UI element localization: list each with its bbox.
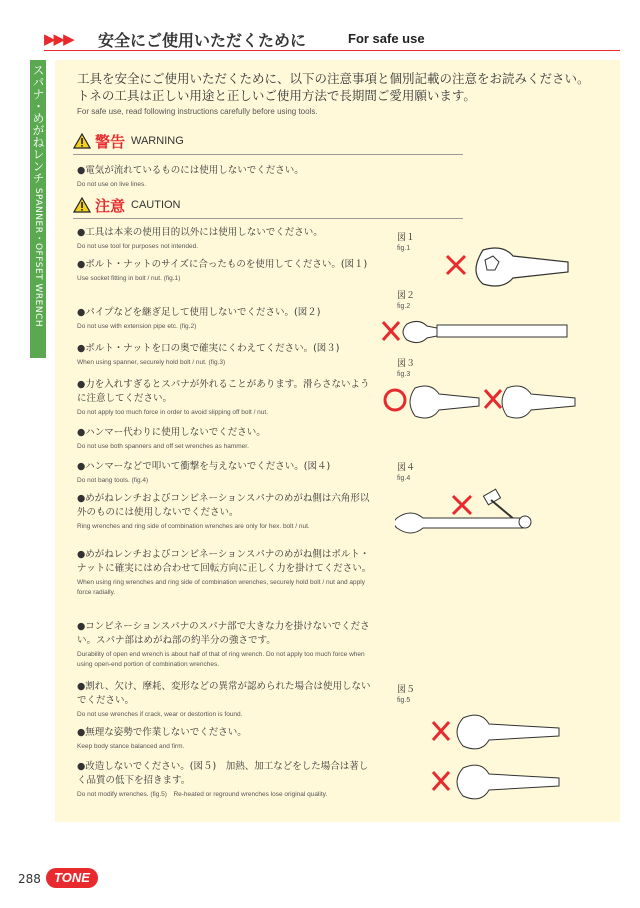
page-title: 安全にご使用いただくために <box>98 31 307 50</box>
caution-item-en: When using ring wrenches and ring side of combination wrenches, securely hold bolt / nut and apply force radially. <box>77 579 365 596</box>
caution-item <box>77 492 377 532</box>
fig5-modified-wrench-illustration-b <box>429 760 589 802</box>
caution-item-en: Do not apply too much force in order to avoid slipping off bolt / nut. <box>77 409 269 416</box>
caution-item <box>77 258 377 284</box>
caution-item-en: Do not bang tools. (fig.4) <box>77 477 149 484</box>
caution-label: 注意 <box>95 197 126 215</box>
category-label-en: SPANNER・OFFSET WRENCH <box>33 187 43 328</box>
figure-label-en: fig.5 <box>397 697 411 704</box>
wrong-cross-icon <box>485 390 501 408</box>
figure-label: 図４ <box>397 463 416 473</box>
caution-item-ja: ●コンビネーションスパナのスパナ部で大きな力を掛けないでください。スパナ部はめがね部の約半分の強さです。 <box>77 621 370 646</box>
caution-item <box>77 306 377 332</box>
tone-logo <box>46 868 98 888</box>
wrong-cross-icon <box>433 772 449 790</box>
caution-item-ja: ●ハンマー代わりに使用しないでください。 <box>77 427 266 438</box>
logo-text: TONE <box>54 870 90 885</box>
caution-item <box>77 226 377 252</box>
caution-item <box>77 726 377 752</box>
warning-rule <box>73 154 463 155</box>
wrong-cross-icon <box>433 722 449 740</box>
caution-item-en: Do not use with extension pipe etc. (fig.2) <box>77 323 197 330</box>
caution-item <box>77 378 377 418</box>
intro-text: 工具を安全にご使用いただくために、以下の注意事項と個別記載の注意をお読みください。トネの工具は正しい用途と正しいご使用方法で長期間ご愛用願います。 <box>77 71 590 103</box>
figure-label-en: fig.1 <box>397 245 411 252</box>
caution-item-en: Do not use both spanners and off set wrenches as hammer. <box>77 443 249 450</box>
caution-item <box>77 680 377 720</box>
figure-label: 図２ <box>397 291 416 301</box>
caution-item-ja: ●割れ、欠け、摩耗、変形などの異常が認められた場合は使用しないでください。 <box>77 681 371 706</box>
caution-item <box>77 426 377 452</box>
intro-text-en: For safe use, read following instructions carefully before using tools. <box>77 107 318 116</box>
header-arrows: ▶▶▶ <box>44 30 73 48</box>
caution-item-en: Do not use wrenches if crack, wear or destortion is found. <box>77 711 243 718</box>
page-header <box>30 26 620 52</box>
caution-item-ja: ●無理な姿勢で作業しないでください。 <box>77 727 247 738</box>
caution-item-en: Do not modify wrenches. (fig.5) Re-heated or reground wrenches lose original quality. <box>77 791 328 798</box>
safety-panel <box>55 60 620 822</box>
page-number: 288 <box>18 872 41 886</box>
figure-5 <box>397 684 415 706</box>
figure-label-en: fig.3 <box>397 371 411 378</box>
caution-label-en: CAUTION <box>131 199 181 211</box>
figure-2 <box>397 290 415 312</box>
wrong-cross-icon <box>383 322 399 340</box>
caution-item-ja: ●力を入れすぎるとスパナが外れることがあります。滑らさないように注意してください。 <box>77 379 370 404</box>
caution-item <box>77 620 377 670</box>
warning-label: 警告 <box>95 133 126 151</box>
caution-item-en: Ring wrenches and ring side of combination wrenches are only for hex. bolt / nut. <box>77 523 310 530</box>
caution-triangle-icon <box>73 197 91 213</box>
caution-item <box>77 548 377 598</box>
category-label-ja: スパナ・めがねレンチ <box>31 64 45 184</box>
caution-item <box>77 760 377 800</box>
fig2-extension-pipe-illustration <box>381 316 581 352</box>
caution-item-ja: ●工具は本来の使用目的以外には使用しないでください。 <box>77 227 323 238</box>
caution-item-ja: ●めがねレンチおよびコンビネーションスパナのめがね側はボルト・ナットに確実にはめ合わせて回転方向に正しく力を掛けてください。 <box>77 549 372 574</box>
figure-label-en: fig.2 <box>397 303 411 310</box>
warning-label-en: WARNING <box>131 135 184 147</box>
header-rule <box>44 50 620 51</box>
category-sidebar <box>30 60 46 358</box>
caution-item-ja: ●ボルト・ナットを口の奥で確実にくわえてください。(図３) <box>77 343 340 354</box>
warning-triangle-icon <box>73 133 91 149</box>
figure-3 <box>397 358 415 380</box>
correct-circle-icon <box>385 390 405 410</box>
caution-item-en: Keep body stance balanced and firm. <box>77 743 185 750</box>
caution-item-ja: ●ハンマーなどで叩いて衝撃を与えないでください。(図４) <box>77 461 331 472</box>
figure-label: 図５ <box>397 685 416 695</box>
wrong-cross-icon <box>447 256 465 274</box>
page-title-en: For safe use <box>348 31 425 46</box>
figure-label: 図１ <box>397 233 416 243</box>
caution-item <box>77 342 377 368</box>
figure-label: 図３ <box>397 359 416 369</box>
wrong-cross-icon <box>453 496 471 514</box>
fig1-wrong-fit-illustration <box>443 242 583 290</box>
caution-item-ja: ●パイプなどを継ぎ足して使用しないでください。(図２) <box>77 307 321 318</box>
caution-item-ja: ●めがねレンチおよびコンビネーションスパナのめがね側は六角形以外のものには使用しないでください。 <box>77 493 370 518</box>
figure-label-en: fig.4 <box>397 475 411 482</box>
figure-4 <box>397 462 415 484</box>
caution-item-ja: ●ボルト・ナットのサイズに合ったものを使用してください。(図１) <box>77 259 368 270</box>
caution-item-en: Durability of open end wrench is about half of that of ring wrench. Do not apply too much force when using open-end portion of combination wrenches. <box>77 651 365 668</box>
warning-item-ja: ●電気が流れているものには使用しないでください。 <box>77 165 304 176</box>
fig4-banging-illustration <box>395 484 595 552</box>
warning-item-en: Do not use on live lines. <box>77 181 147 188</box>
caution-item-ja: ●改造しないでください。(図５) 加熱、加工などをした場合は著しく品質の低下を招きます。 <box>77 761 369 786</box>
caution-item-en: Do not use tool for purposes not intended. <box>77 243 199 250</box>
fig3-secure-hold-illustration <box>381 380 591 424</box>
caution-item-en: Use socket fitting in bolt / nut. (fig.1) <box>77 275 181 282</box>
caution-item-en: When using spanner, securely hold bolt / nut. (fig.3) <box>77 359 226 366</box>
fig5-modified-wrench-illustration-a <box>429 710 589 752</box>
warning-item <box>77 164 377 190</box>
hammer-icon <box>483 489 500 505</box>
caution-item <box>77 460 377 486</box>
category-label <box>30 64 46 327</box>
caution-rule <box>73 218 463 219</box>
figure-1 <box>397 232 415 254</box>
